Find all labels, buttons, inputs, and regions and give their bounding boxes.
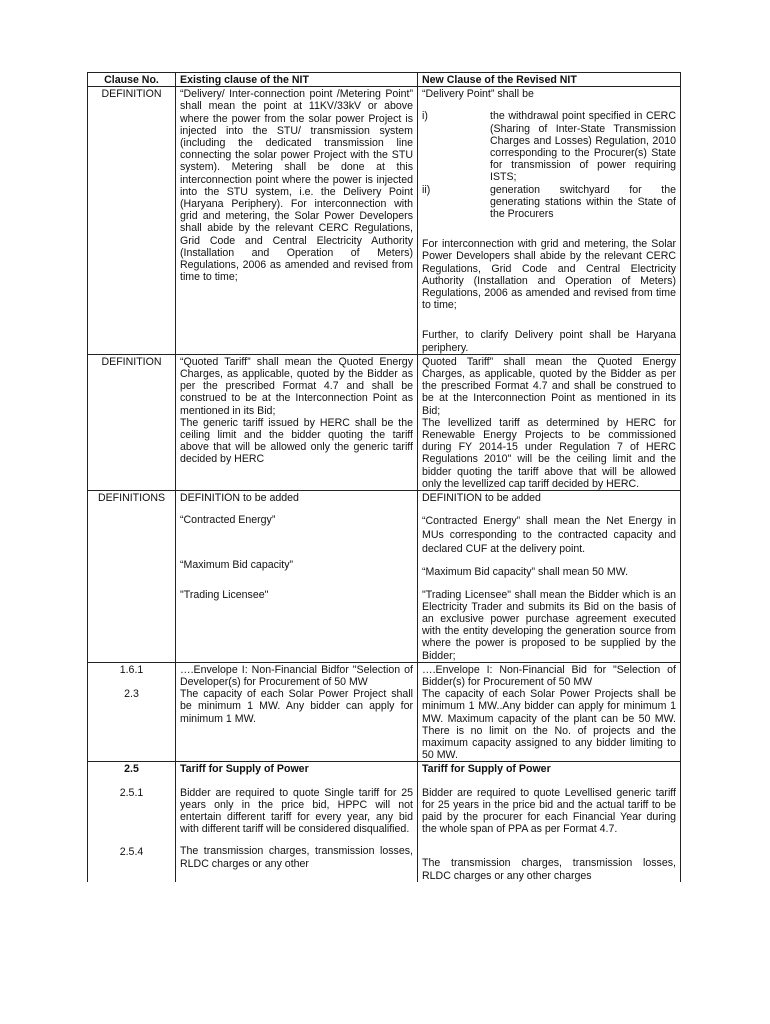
clause-number-cell [88,662,176,762]
new-clause-cell [418,662,681,762]
new-clause-cell [418,776,681,882]
table-row [88,491,681,663]
table-row [88,354,681,490]
new-clause-further: Further, to clarify Delivery point shall be Haryana periphery. [422,329,676,354]
new-clause-cell [418,87,681,355]
existing-clause-text: ….Envelope I: Non-Financial Bidfor "Selection of Developer(s) for Procurement of 50 MW [180,663,413,688]
list-item [422,110,676,183]
clause-number: DEFINITION [88,354,176,490]
clause-number: 2.5.4 [119,845,144,858]
header-existing-clause: Existing clause of the NIT [176,73,418,87]
new-definition-text: “Contracted Energy” shall mean the Net Energy in MUs corresponding to the contracted capacity and declared CUF at the delivery point. [422,515,676,556]
clause-number: 2.3 [124,687,139,700]
existing-clause-text: “Quoted Tariff” shall mean the Quoted Energy Charges, as applicable, quoted by the Bidder as per the prescribed Format 4.7 and shall be construed to be at the Interconnection Point as mentioned in its Bid; [180,355,413,417]
new-clause-cell [418,491,681,663]
existing-clause-text: The generic tariff issued by HERC shall be the ceiling limit and the bidder quoting the tariff above that will be allowed only the generic tariff decided by HERC [180,416,413,466]
table-header-row [88,73,681,87]
new-clause-cell [418,354,681,490]
clause-number-cell [88,776,176,882]
existing-clause-text: Bidder are required to quote Single tariff for 25 years only in the price bid, HPPC will not entertain different tariff for every year, any bid with different tariff will be considered disqualified. [180,786,413,836]
list-item [422,184,676,221]
clause-number: DEFINITION [88,87,176,355]
existing-clause-text: The transmission charges, transmission losses, RLDC charges or any other [180,845,413,870]
new-clause-text: The capacity of each Solar Power Projects shall be minimum 1 MW..Any bidder can apply for minimum 1 MW. Maximum capacity of the plant can be 50 MW. There is no limit on the No. of projects and the maximum capacity assigned to any bidder limiting to 50 MW. [422,688,676,762]
clause-number: 1.6.1 [119,663,144,676]
header-new-clause: New Clause of the Revised NIT [418,73,681,87]
new-clause-text: Quoted Tariff” shall mean the Quoted Energy Charges, as applicable, quoted by the Bidder as per the prescribed Format 4.7 and shall be construed to be at the Interconnection Point as mentioned in its Bid; [422,355,676,417]
existing-clause-cell [176,354,418,490]
new-definition-text: “Maximum Bid capacity” shall mean 50 MW. [422,566,629,579]
clause-number: 2.5.1 [119,786,144,799]
new-clause-paragraph: For interconnection with grid and metering, the Solar Power Developers shall abide by the relevant CERC Regulations, Grid Code and Central Electricity Authority (Installation and Operation of Meters) Regulations, 2006 as amended and revised from time to time; [422,238,676,312]
list-item-text: the withdrawal point specified in CERC (Sharing of Inter-State Transmission Charges and Losses) Regulation, 2010 corresponding to the Procurer(s) State for transmission of power requiring ISTS; [490,110,676,184]
existing-clause-cell [176,87,418,355]
list-item-text: generation switchyard for the generating stations within the State of the Procurers [490,183,676,221]
new-clause-heading: DEFINITION to be added [422,492,541,505]
existing-clause-text: “Delivery/ Inter-connection point /Metering Point” shall mean the point at 11KV/33kV or above where the power from the solar power Project is injected into the STU/ transmission system (including the dedicated transmission line connecting the solar power Project with the STU system). Metering shall be done at this interconnection point where the power is injected into the STU system, i.e. the Delivery Point (Haryana Periphery). For interconnection with grid and metering, the Solar Power Developers shall abide by the relevant CERC Regulations, Grid Code and Central Electricity Authority (Installation and Operation of Meters) Regulations, 2006 as amended and revised from time to time; [180,88,413,284]
existing-definition-term: "Trading Licensee" [180,588,269,601]
clause-number: 2.5 [88,762,176,776]
table-row [88,776,681,882]
existing-clause-heading: Tariff for Supply of Power [176,762,418,776]
new-clause-text: The transmission charges, transmission losses, RLDC charges or any other charges [422,857,676,882]
existing-clause-heading: DEFINITION to be added [180,492,299,505]
list-item-label: i) [422,110,428,123]
clause-comparison-table [87,72,681,882]
new-clause-text: Bidder are required to quote Levellised generic tariff for 25 years in the price bid and the actual tariff to be paid by the procurer for each Financial Year during the whole span of PPA as per Format 4.7. [422,786,676,836]
new-clause-heading: Tariff for Supply of Power [418,762,681,776]
existing-clause-cell [176,491,418,663]
new-clause-text: The levellized tariff as determined by HERC for Renewable Energy Projects to be commissioned during FY 2014-15 under Regulation 7 of HERC Regulations 2010" will be the ceiling limit and the bidder quoting the tariff above that will be allowed only the levellized cap tariff decided by HERC. [422,416,676,490]
list-item-label: ii) [422,183,431,196]
table-row [88,87,681,355]
table-row [88,762,681,776]
new-clause-intro: “Delivery Point” shall be [422,88,534,101]
existing-clause-text: The capacity of each Solar Power Project shall be minimum 1 MW. Any bidder can apply for minimum 1 MW. [180,688,413,725]
existing-definition-term: “Maximum Bid capacity” [180,558,294,571]
existing-clause-cell [176,776,418,882]
existing-definition-term: “Contracted Energy” [180,514,276,527]
new-clause-text: ….Envelope I: Non-Financial Bid for "Selection of Bidder(s) for Procurement of 50 MW [422,663,676,688]
existing-clause-cell [176,662,418,762]
header-clause-no: Clause No. [88,73,176,87]
new-definition-text: "Trading Licensee" shall mean the Bidder which is an Electricity Trader and submits its Bid on the basis of an exclusive power purchase agreement executed with the entity developing the generation source from where the power is proposed to be supplied by the Bidder; [422,588,676,662]
clause-number: DEFINITIONS [88,491,176,663]
table-row [88,662,681,762]
